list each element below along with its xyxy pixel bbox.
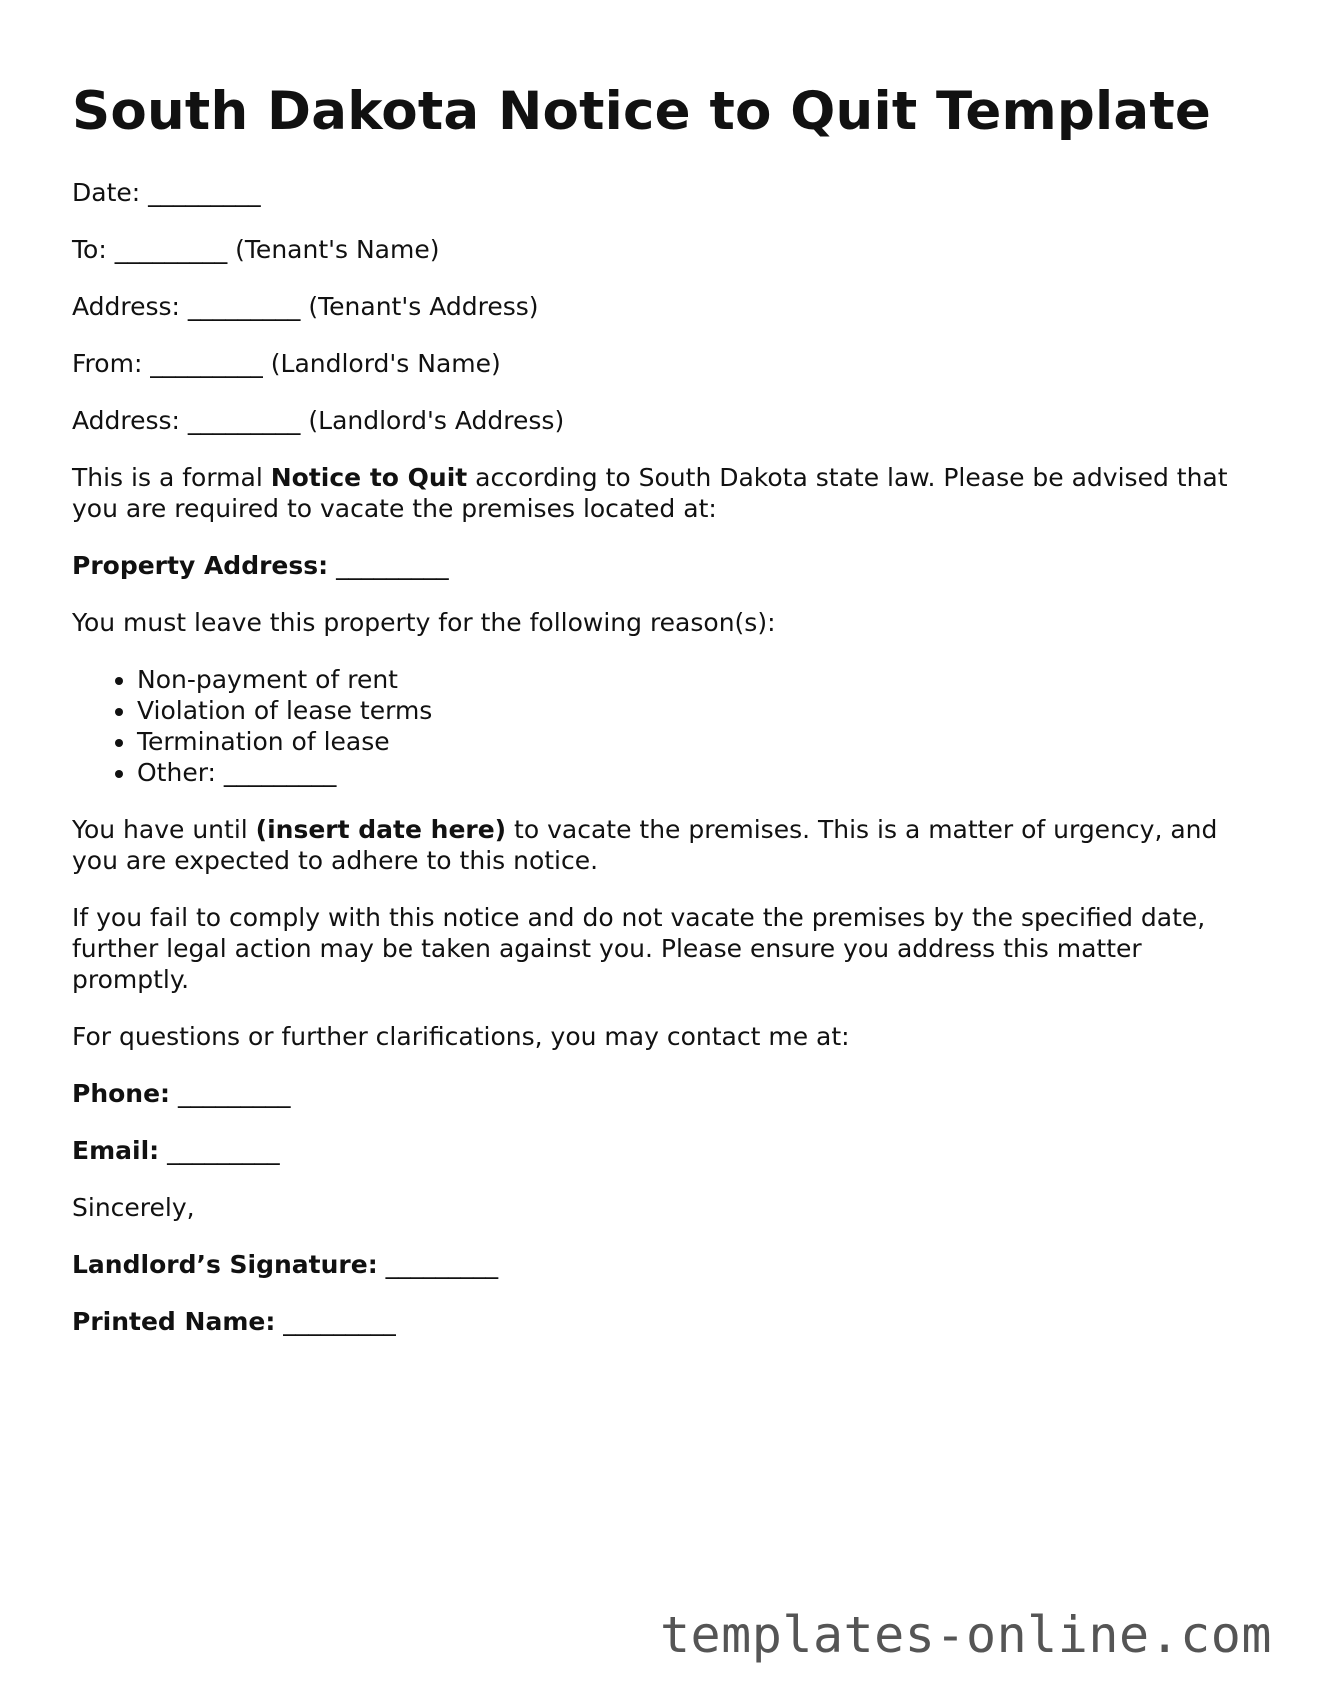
document-page [72,80,1252,1363]
closing-line: Sincerely, [72,1192,195,1222]
signature-label: Landlord’s Signature: [72,1249,378,1279]
list-item: • Violation of lease terms [137,695,1252,726]
date-field: Date: _________ [72,177,261,207]
to-note: (Tenant's Name) [235,234,440,264]
phone-label: Phone: [72,1078,171,1108]
phone-line [72,1078,1252,1109]
intro-paragraph [72,462,1252,524]
intro-post: according to South Dakota state law. Please be advised that you are required to vacate the premises located at: [72,462,1228,523]
signature-blank: _________ [385,1249,499,1279]
email-line [72,1135,1252,1166]
intro-pre: This is a formal [72,462,271,492]
deadline-post: to vacate the premises. This is a matter of urgency, and you are expected to adhere to this notice. [72,814,1218,875]
list-item: • Other: _________ [137,757,1252,788]
reasons-list [72,664,1252,788]
landlord-address-field: Address: _________ [72,405,301,435]
from-field: From: _________ [72,348,263,378]
date-line [72,177,1252,208]
warning-paragraph: If you fail to comply with this notice and do not vacate the premises by the specified date, further legal action may be taken against you. Please ensure you address this matter promptly. [72,902,1206,994]
phone-blank: _________ [178,1078,291,1108]
from-line [72,348,1252,379]
printed-name-label: Printed Name: [72,1306,276,1336]
tenant-address-line [72,291,1252,322]
property-address-line [72,550,1252,581]
email-blank: _________ [167,1135,280,1165]
printed-name-blank: _________ [283,1306,396,1336]
deadline-bold: (insert date here) [255,814,507,844]
deadline-paragraph [72,814,1252,876]
landlord-address-line [72,405,1252,436]
property-address-blank: _________ [336,550,449,580]
intro-bold: Notice to Quit [270,462,468,492]
property-address-label: Property Address: [72,550,329,580]
email-label: Email: [72,1135,160,1165]
landlord-address-note: (Landlord's Address) [308,405,565,435]
printed-name-line [72,1306,1252,1337]
from-note: (Landlord's Name) [270,348,501,378]
signature-line [72,1249,1252,1280]
to-field: To: _________ [72,234,228,264]
watermark: templates-online.com [659,1606,1272,1664]
list-item: • Termination of lease [137,726,1252,757]
contact-intro: For questions or further clarifications, you may contact me at: [72,1021,850,1051]
deadline-pre: You have until [72,814,256,844]
to-line [72,234,1252,265]
reasons-intro: You must leave this property for the following reason(s): [72,607,776,637]
page-title: South Dakota Notice to Quit Template [72,81,1212,142]
tenant-address-field: Address: _________ [72,291,301,321]
tenant-address-note: (Tenant's Address) [308,291,539,321]
list-item: • Non-payment of rent [137,664,1252,695]
